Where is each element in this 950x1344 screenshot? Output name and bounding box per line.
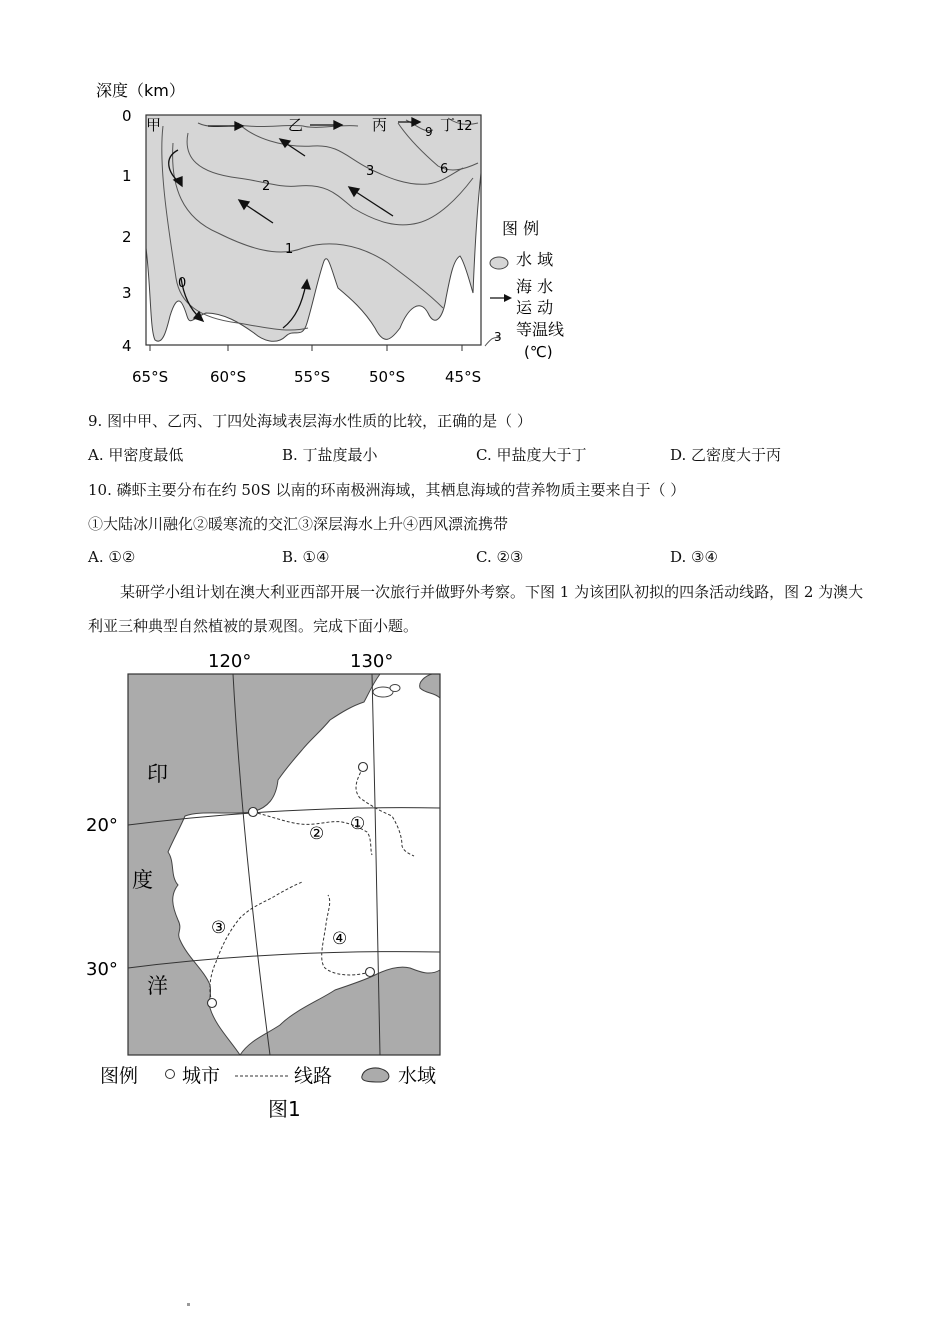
ocean-char-yin: 印 xyxy=(147,762,168,786)
legend-city-symbol xyxy=(166,1070,175,1079)
ocean-char-yang: 洋 xyxy=(147,974,168,998)
y-tick-2: 2 xyxy=(122,228,132,246)
iso-label-9: 9 xyxy=(425,125,433,139)
x-tick-45s: 45°S xyxy=(445,368,482,386)
q10-option-c: C. ②③ xyxy=(476,548,524,566)
route-label-2: ② xyxy=(309,824,325,844)
lat-label-30: 30° xyxy=(86,959,118,980)
legend-iso-sample-value: 3 xyxy=(494,330,502,344)
iso-label-1: 1 xyxy=(285,242,294,257)
x-tick-55s: 55°S xyxy=(294,368,331,386)
x-tick-65s: 65°S xyxy=(132,368,169,386)
iso-label-12: 12 xyxy=(456,119,473,134)
q10-items: ①大陆冰川融化②暖寒流的交汇③深层海水上升④西风漂流携带 xyxy=(88,515,509,533)
x-tick-marks xyxy=(150,345,462,351)
legend-motion-label-1: 海 水 xyxy=(516,277,554,296)
legend-iso-label-2: (℃) xyxy=(524,343,553,361)
x-tick-60s: 60°S xyxy=(210,368,247,386)
legend-route-label: 线路 xyxy=(294,1065,333,1087)
route-label-3: ③ xyxy=(211,918,227,938)
map-legend-title: 图例 xyxy=(100,1065,139,1087)
city-port-hedland xyxy=(249,808,258,817)
legend-title: 图 例 xyxy=(502,219,540,238)
y-axis-title: 深度（km） xyxy=(96,81,185,100)
legend-water-label: 水域 xyxy=(398,1065,437,1087)
route-label-4: ④ xyxy=(332,929,348,949)
australia-map-svg xyxy=(80,640,480,1130)
australia-map-figure xyxy=(80,640,480,1130)
q9-option-a: A. 甲密度最低 xyxy=(88,446,184,464)
label-jia: 甲 xyxy=(146,116,162,134)
legend-iso-label-1: 等温线 xyxy=(516,320,565,339)
q9-option-d: D. 乙密度大于丙 xyxy=(670,446,782,464)
q10-option-b: B. ①④ xyxy=(282,548,330,566)
water-region xyxy=(146,115,481,341)
q9-stem: 9. 图中甲、乙丙、丁四处海域表层海水性质的比较，正确的是（ ） xyxy=(88,412,532,430)
q9-option-b: B. 丁盐度最小 xyxy=(282,446,378,464)
legend-water-symbol xyxy=(362,1068,389,1082)
city-north xyxy=(359,763,368,772)
ocean-section-figure xyxy=(88,78,588,388)
y-tick-1: 1 xyxy=(122,167,132,185)
y-tick-0: 0 xyxy=(122,107,132,125)
ocean-char-du: 度 xyxy=(132,868,153,892)
q10-option-d: D. ③④ xyxy=(670,548,718,566)
iso-label-3: 3 xyxy=(366,164,375,179)
legend-arrow-head xyxy=(504,294,512,302)
lon-label-120: 120° xyxy=(208,651,252,672)
city-perth xyxy=(208,999,217,1008)
y-tick-3: 3 xyxy=(122,284,132,302)
legend-city-label: 城市 xyxy=(182,1065,221,1087)
y-tick-4: 4 xyxy=(122,337,132,355)
lon-label-130: 130° xyxy=(350,651,394,672)
intro-paragraph: 某研学小组计划在澳大利亚西部开展一次旅行并做野外考察。下图 1 为该团队初拟的四条活动线路，图 2 为澳大利亚三种典型自然植被的景观图。完成下面小题。 xyxy=(88,583,864,635)
q10-option-a: A. ①② xyxy=(88,548,136,566)
city-south xyxy=(366,968,375,977)
iso-label-0: 0 xyxy=(178,276,187,291)
page-dot xyxy=(187,1303,190,1306)
x-tick-50s: 50°S xyxy=(369,368,406,386)
lat-label-20: 20° xyxy=(86,815,118,836)
legend-water-swatch xyxy=(490,257,508,269)
q10-stem: 10. 磷虾主要分布在约 50S 以南的环南极洲海域，其栖息海域的营养物质主要来自于（ ） xyxy=(88,481,686,499)
legend-motion-label-2: 运 动 xyxy=(516,298,554,317)
label-bing: 丙 xyxy=(372,116,388,134)
island-2 xyxy=(390,685,400,692)
legend-water-label: 水 域 xyxy=(516,250,554,269)
label-ding: 丁 xyxy=(440,116,456,134)
route-label-1: ① xyxy=(350,814,366,834)
iso-label-6: 6 xyxy=(440,162,449,177)
figure-caption: 图1 xyxy=(268,1097,301,1121)
q9-option-c: C. 甲盐度大于丁 xyxy=(476,446,587,464)
iso-label-2: 2 xyxy=(262,179,271,194)
ocean-section-svg xyxy=(88,78,588,388)
label-yi: 乙 xyxy=(288,116,304,134)
